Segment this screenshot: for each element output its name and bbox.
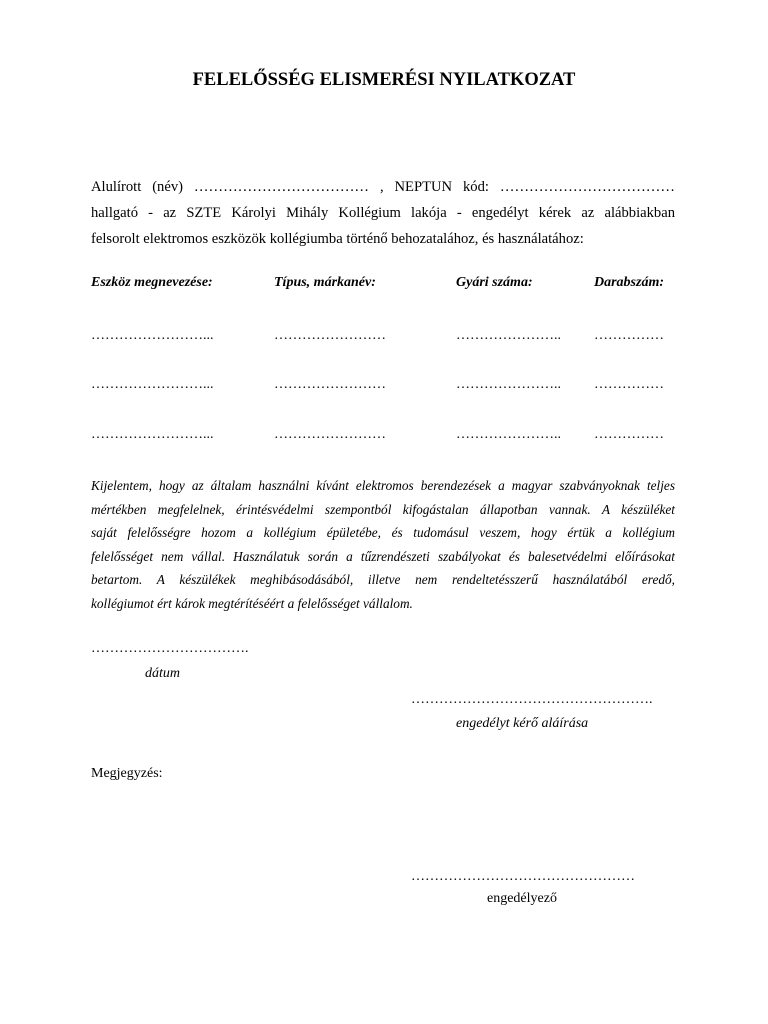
intro-line: hallgató - az SZTE Károlyi Mihály Kollégium lakója - engedélyt kérek az alábbiakban [91,205,675,221]
declaration-paragraph [91,474,675,615]
intro-paragraph [91,174,675,252]
header-type-brand: Típus, márkanév: [274,275,376,290]
table-cell-serial: ………………….. [456,377,561,392]
intro-line: Alulírott (név) ……………………………… , NEPTUN kód: ……………………………… [91,179,675,195]
document-title: FELELŐSSÉG ELISMERÉSI NYILATKOZAT [192,70,576,90]
table-cell-device: ……………………... [91,427,214,442]
table-cell-quantity: …………… [594,427,664,442]
header-device-name: Eszköz megnevezése: [91,275,213,290]
date-field: ……………………………. [91,641,249,656]
approver-label: engedélyező [487,891,557,906]
approver-signature-line: ………………………………………… [411,869,635,884]
declaration-line: mértékben megfelelnek, érintésvédelmi szempontból kifogástalan állapotban vannak. A készüléket [91,501,675,517]
intro-line: felsorolt elektromos eszközök kollégiumba történő behozatalához, és használatához: [91,231,584,247]
date-label: dátum [145,666,180,681]
table-cell-quantity: …………… [594,328,664,343]
note-label: Megjegyzés: [91,766,163,781]
applicant-signature-line: ……………………………………………. [411,692,653,707]
declaration-line: felelősséget nem vállal. Használatuk során a tűzrendészeti szabályokat és balesetvédelmi előírásokat [91,548,675,564]
declaration-line: kollégiumot ért károk megtérítéséért a felelősséget vállalom. [91,595,413,611]
declaration-line: Kijelentem, hogy az általam használni kívánt elektromos berendezések a magyar szabványoknak teljes [91,478,675,493]
table-cell-type: …………………… [274,427,386,442]
table-cell-type: …………………… [274,328,386,343]
table-cell-quantity: …………… [594,377,664,392]
applicant-signature-label: engedélyt kérő aláírása [456,716,589,731]
declaration-line: saját felelősségre hozom a kollégium épületébe, és tudomásul veszem, hogy értük a kollégium [91,525,675,540]
table-cell-serial: ………………….. [456,427,561,442]
declaration-line: betartom. A készülékek meghibásodásából, illetve nem rendeltetésszerű használatából eredő, [91,572,675,587]
table-cell-device: ……………………... [91,377,214,392]
table-cell-device: ……………………... [91,328,214,343]
table-cell-serial: ………………….. [456,328,561,343]
header-quantity: Darabszám: [594,275,665,290]
header-serial-number: Gyári száma: [456,275,533,290]
table-cell-type: …………………… [274,377,386,392]
